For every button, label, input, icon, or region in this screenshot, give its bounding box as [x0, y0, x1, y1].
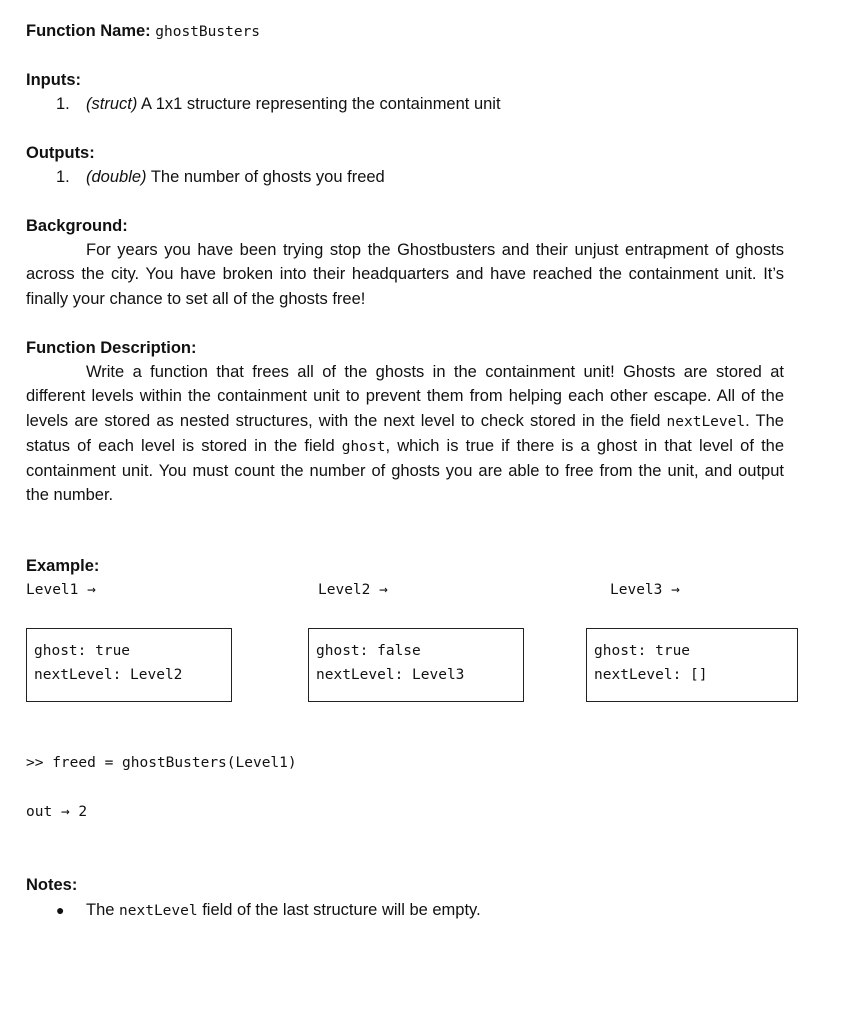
arrow-icon: → [87, 582, 96, 598]
level-heading [318, 582, 388, 598]
level-name: Level1 [26, 582, 79, 598]
background-text: For years you have been trying stop the Ghostbusters and their unjust entrapment of ghosts across the city. You have broken into their headquarters and have reached the containment unit. It’s finally your chance to set all of the ghosts free! [26, 241, 784, 308]
description-label: Function Description: [26, 339, 197, 357]
level-box-nextlevel: nextLevel: Level2 [34, 667, 183, 683]
inputs-label: Inputs: [26, 71, 81, 89]
outputs-item-type: (double) [86, 168, 147, 186]
arrow-icon: → [60, 804, 70, 820]
level-box [308, 628, 524, 702]
notes-label: Notes: [26, 876, 78, 894]
outputs-item-text: The number of ghosts you freed [146, 168, 385, 186]
arrow-icon: → [379, 582, 388, 598]
function-name: ghostBusters [155, 24, 261, 40]
level-box [26, 628, 232, 702]
level-box-nextlevel: nextLevel: [] [594, 667, 708, 683]
level-box-ghost: ghost: false [316, 643, 421, 659]
notes-item [56, 901, 481, 920]
example-output [26, 804, 87, 820]
level-box-nextlevel: nextLevel: Level3 [316, 667, 465, 683]
description-text-1: Write a function that frees all of the ghosts in the containment unit! Ghosts are stored at different levels within the containment unit to prevent them from helping each other escape. All of the levels are stored as nested structures, with the next level to check stored in the field [26, 363, 784, 430]
notes-text-post: field of the last structure will be empty. [197, 901, 481, 919]
output-label: out [26, 804, 53, 820]
description-code-nextlevel: nextLevel [666, 413, 746, 430]
notes-text-pre: The [86, 901, 120, 919]
example-call: >> freed = ghostBusters(Level1) [26, 755, 297, 771]
level-box-ghost: ghost: true [34, 643, 131, 659]
function-name-line [26, 22, 260, 41]
inputs-item-type: (struct) [86, 95, 138, 113]
notes-code: nextLevel [119, 903, 198, 919]
description-paragraph [26, 360, 784, 508]
level-name: Level3 [610, 582, 663, 598]
level-box-ghost: ghost: true [594, 643, 691, 659]
outputs-item-num: 1. [56, 168, 70, 186]
level-box [586, 628, 798, 702]
inputs-item [56, 95, 501, 114]
background-paragraph [26, 238, 784, 311]
outputs-item [56, 168, 385, 187]
outputs-label: Outputs: [26, 144, 95, 162]
bullet-icon: ● [56, 902, 65, 918]
level-heading [26, 582, 96, 598]
description-text-3: , which is true if there is a ghost in that level of the containment unit. You must count the number of ghosts you are able to free from the unit, and output the number. [26, 436, 785, 505]
description-code-ghost: ghost [341, 438, 386, 455]
level-name: Level2 [318, 582, 371, 598]
background-label: Background: [26, 217, 128, 235]
inputs-item-num: 1. [56, 95, 70, 113]
description-text-2: . The status of each level is stored in the field [26, 411, 784, 455]
example-label: Example: [26, 557, 100, 575]
level-heading [610, 582, 680, 598]
function-name-label: Function Name: [26, 22, 151, 40]
arrow-icon: → [671, 582, 680, 598]
inputs-item-text: A 1x1 structure representing the containment unit [137, 95, 501, 113]
output-value: 2 [78, 804, 88, 820]
